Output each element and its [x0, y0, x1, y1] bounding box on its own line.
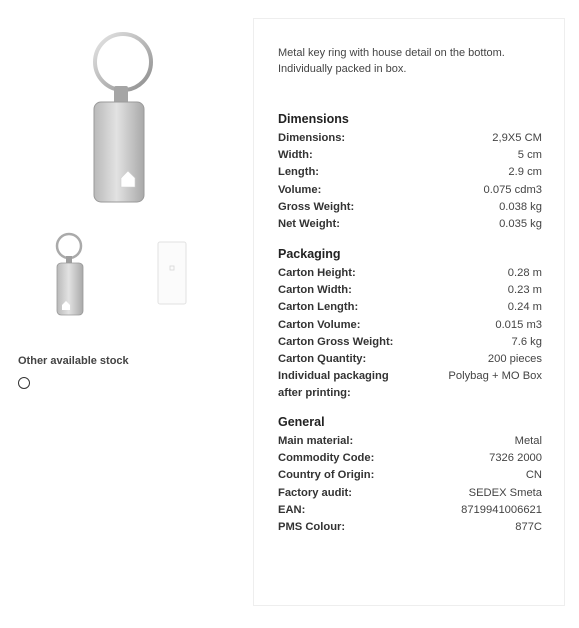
spec-value: 2,9X5 CM [492, 132, 542, 144]
spec-row [278, 502, 542, 519]
spec-label: Length: [278, 166, 320, 179]
spec-row [278, 182, 542, 199]
spec-row [278, 519, 542, 536]
spec-row [278, 216, 542, 233]
spec-value: 7.6 kg [511, 335, 542, 348]
spec-label: Dimensions: [278, 132, 346, 144]
spec-label: Net Weight: [278, 218, 340, 231]
spec-value: 0.075 cdm3 [483, 183, 542, 196]
spec-label: Individual packaging after printing: [278, 370, 389, 400]
spec-row [278, 164, 542, 181]
spec-value: 0.035 kg [499, 218, 542, 231]
spec-value: 0.038 kg [499, 200, 542, 213]
product-description: Metal key ring with house detail on the bottom. Individually packed in box. [278, 47, 505, 75]
spec-label: Carton Volume: [278, 318, 361, 331]
spec-value: 200 pieces [487, 353, 542, 366]
product-gallery [0, 0, 250, 628]
spec-label: Width: [278, 149, 313, 162]
spec-row [278, 282, 542, 299]
spec-value: 0.24 m [507, 301, 542, 314]
spec-row [278, 147, 542, 164]
spec-row [278, 299, 542, 316]
spec-row [278, 334, 542, 351]
spec-label: Carton Width: [278, 284, 352, 297]
spec-value: 7326 2000 [489, 452, 542, 465]
stock-option-radio[interactable] [18, 377, 30, 389]
section-title: General [278, 415, 325, 429]
spec-row [278, 130, 542, 147]
spec-row [278, 485, 542, 502]
section-packaging [278, 246, 542, 403]
section-title: Dimensions [278, 112, 349, 126]
spec-value: 0.28 m [507, 267, 542, 279]
spec-row [278, 199, 542, 216]
spec-value: SEDEX Smeta [468, 486, 542, 499]
other-stock-title: Other available stock [18, 355, 129, 367]
spec-value: 2.9 cm [508, 166, 542, 179]
spec-label: Carton Gross Weight: [278, 335, 394, 348]
spec-value: 0.23 m [507, 284, 542, 297]
section-title: Packaging [278, 247, 341, 261]
spec-row [278, 450, 542, 467]
product-specs-panel [253, 18, 565, 606]
spec-label: Carton Quantity: [278, 353, 367, 366]
spec-label: Country of Origin: [278, 469, 375, 482]
spec-row [278, 368, 542, 402]
spec-label: Carton Height: [278, 267, 356, 279]
spec-row [278, 351, 542, 368]
spec-value: CN [525, 469, 542, 482]
spec-value: 877C [515, 521, 542, 534]
section-general [278, 414, 542, 536]
spec-row [278, 317, 542, 334]
spec-label: EAN: [278, 503, 306, 516]
section-dimensions [278, 111, 542, 233]
spec-label: PMS Colour: [278, 521, 346, 534]
spec-label: Gross Weight: [278, 200, 355, 213]
spec-value: Metal [514, 435, 542, 447]
thumbnail-box[interactable] [150, 238, 194, 308]
thumbnail-keyring[interactable] [48, 230, 92, 320]
spec-value: Polybag + MO Box [448, 370, 542, 383]
spec-label: Commodity Code: [278, 452, 375, 465]
spec-label: Volume: [278, 183, 322, 196]
spec-label: Factory audit: [278, 486, 352, 499]
spec-value: 8719941006621 [461, 503, 542, 516]
spec-row [278, 265, 542, 282]
spec-value: 0.015 m3 [495, 318, 542, 331]
spec-row [278, 467, 542, 484]
spec-row [278, 433, 542, 450]
spec-value: 5 cm [517, 149, 542, 162]
spec-label: Carton Length: [278, 301, 359, 314]
product-main-image[interactable] [70, 28, 180, 208]
spec-label: Main material: [278, 435, 354, 447]
